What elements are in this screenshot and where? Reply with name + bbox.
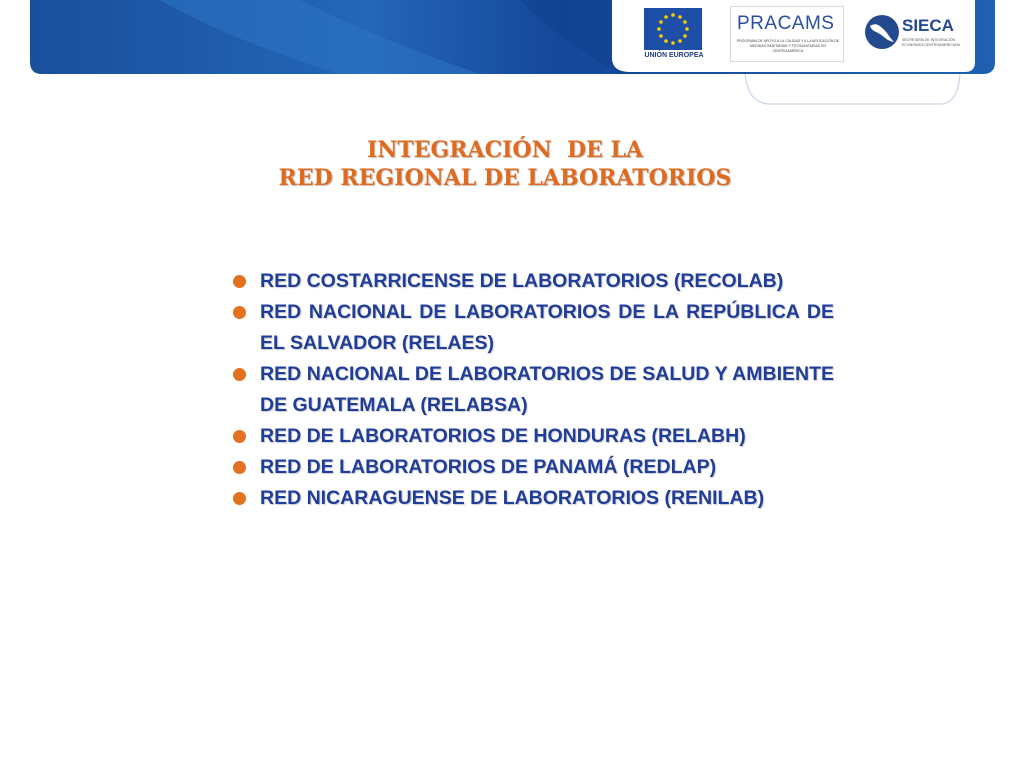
list-item-text: RED NACIONAL DE LABORATORIOS DE SALUD Y AMBIENTE DE GUATEMALA (RELABSA) (260, 363, 834, 416)
pracams-logo (730, 6, 844, 62)
list-item-text: RED NICARAGUENSE DE LABORATORIOS (RENILAB) (260, 487, 765, 509)
list-item-text: RED DE LABORATORIOS DE PANAMÁ (REDLAP) (260, 456, 717, 478)
list-item (230, 297, 834, 359)
list-item (230, 483, 834, 514)
list-item (230, 452, 834, 483)
title-line-1: INTEGRACIÓN DE LA (366, 137, 644, 163)
list-item (230, 266, 834, 297)
eu-logo (640, 6, 708, 62)
eu-label: UNIÓN EUROPEA (644, 52, 704, 59)
list-item-text: RED COSTARRICENSE DE LABORATORIOS (RECOLAB) (260, 270, 784, 292)
bullet-icon (233, 430, 246, 443)
list-item (230, 359, 834, 421)
list-item-text: RED DE LABORATORIOS DE HONDURAS (RELABH) (260, 425, 746, 447)
title-line-2: RED REGIONAL DE LABORATORIOS (278, 165, 732, 191)
bullet-icon (233, 275, 246, 288)
list-item (230, 421, 834, 452)
bullet-icon (233, 492, 246, 505)
bullet-icon (233, 306, 246, 319)
slide-title (0, 136, 1010, 192)
sieca-subtitle: SECRETARÍA DE INTEGRACIÓN ECONÓMICA CENTROAMERICANA (902, 38, 960, 47)
sieca-logo (860, 6, 964, 62)
bullet-icon (233, 368, 246, 381)
eu-flag-icon (644, 8, 702, 50)
bullet-icon (233, 461, 246, 474)
pracams-name: PRACAMS (737, 13, 835, 34)
sieca-name: SIECA (902, 16, 954, 35)
sieca-emblem-icon (864, 14, 900, 50)
list-item-text: RED NACIONAL DE LABORATORIOS DE LA REPÚBLICA DE EL SALVADOR (RELAES) (260, 301, 834, 354)
pracams-subtitle: PROGRAMA DE APOYO A LA CALIDAD Y A LA APLICACIÓN DE MEDIDAS SANITARIAS Y FITOSANITARIAS EN CENTROAMÉRICA (736, 39, 840, 53)
laboratory-network-list (230, 266, 834, 514)
